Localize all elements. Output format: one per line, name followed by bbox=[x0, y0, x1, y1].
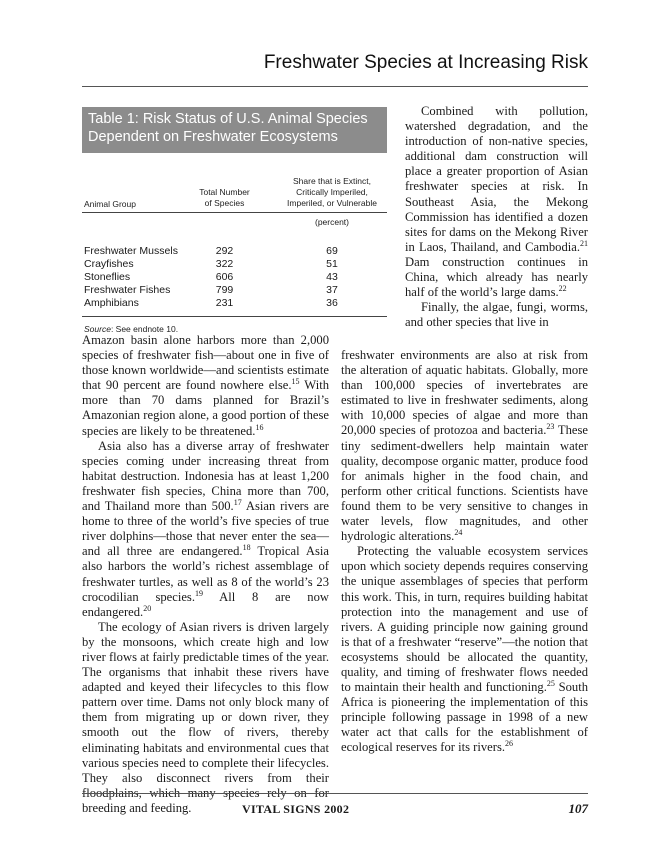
running-title: Freshwater Species at Increasing Risk bbox=[263, 52, 588, 73]
paragraph bbox=[341, 348, 588, 544]
text-run: All 8 are now endangered. bbox=[82, 589, 329, 619]
cell-animal-group: Freshwater Fishes bbox=[84, 284, 171, 296]
paragraph bbox=[82, 333, 329, 439]
cell-animal-group: Amphibians bbox=[84, 297, 139, 309]
cell-share: 43 bbox=[326, 271, 338, 283]
cell-share: 51 bbox=[326, 258, 338, 270]
unit-label: (percent) bbox=[314, 217, 349, 227]
text-run: Tropical Asia also harbors the world’s richest assemblage of freshwater turtles, as well as 8 of the world’s 23 crocodilian species. bbox=[82, 544, 329, 604]
endnote-ref[interactable]: 21 bbox=[580, 238, 588, 248]
body-column-right-bottom bbox=[341, 348, 588, 756]
text-run: These tiny sediment-dwellers help maintain water quality, decompose organic matter, produce food for animals higher in the food chain, and perform other critical functions. Scientists have found them to be very sensitive to changes in water levels, flow magnitudes, and other hydrologic alterations. bbox=[341, 423, 588, 544]
table-header bbox=[82, 161, 387, 213]
risk-status-table bbox=[82, 107, 387, 334]
cell-share: 37 bbox=[326, 284, 338, 296]
publication-name: VITAL SIGNS 2002 bbox=[242, 802, 350, 816]
footer-rule bbox=[82, 793, 588, 794]
source-text: : See endnote 10. bbox=[110, 324, 179, 334]
source-label: Source bbox=[84, 324, 111, 334]
cell-animal-group: Stoneflies bbox=[84, 271, 131, 283]
table-row bbox=[82, 297, 387, 310]
column-header-share-line-2: Critically Imperiled, bbox=[296, 187, 368, 197]
endnote-ref[interactable]: 20 bbox=[143, 603, 152, 613]
cell-total: 606 bbox=[215, 271, 234, 283]
cell-total: 231 bbox=[215, 297, 234, 309]
table-title bbox=[82, 107, 387, 153]
column-header-total-line-2: of Species bbox=[204, 198, 245, 208]
endnote-ref[interactable]: 22 bbox=[558, 283, 567, 293]
endnote-ref[interactable]: 26 bbox=[505, 739, 514, 749]
table-bottom-rule bbox=[82, 316, 387, 317]
endnote-ref[interactable]: 24 bbox=[454, 527, 463, 537]
text-run: Amazon basin alone harbors more than 2,000 species of freshwater fish—about one in five of those known worldwide—and scientists estimate that 90 percent are found nowhere else. bbox=[82, 333, 329, 393]
paragraph bbox=[405, 104, 588, 300]
cell-animal-group: Crayfishes bbox=[84, 258, 134, 270]
cell-total: 799 bbox=[215, 284, 234, 296]
page-number: 107 bbox=[568, 801, 588, 816]
column-header-share bbox=[277, 176, 387, 209]
cell-share: 69 bbox=[326, 245, 338, 257]
column-header-share-line-3: Imperiled, or Vulnerable bbox=[287, 198, 377, 208]
column-header-total bbox=[187, 187, 262, 209]
endnote-ref[interactable]: 16 bbox=[255, 422, 264, 432]
text-run: Combined with pollution, watershed degradation, and the introduction of non-native species, additional dam construction will place a greater proportion of Asian freshwater species at risk. In Southeast Asia, the Mekong Commission has identified a dozen sites for dams on the Mekong River in Laos, Thailand, and Cambodia. bbox=[405, 104, 588, 254]
header-rule bbox=[82, 86, 588, 87]
text-run: Asian rivers are home to three of the world’s five species of true river dolphins—those that never enter the sea—and all three are endangered. bbox=[82, 499, 329, 559]
text-run: South Africa is pioneering the implementation of this principle following passage in 1998 of a new water act that calls for the establishment of ecological reserves for its rivers. bbox=[341, 680, 588, 755]
text-run: With more than 70 dams planned for Brazil’s Amazonian region alone, a good portion of these species are likely to be threatened. bbox=[82, 378, 329, 438]
endnote-ref[interactable]: 19 bbox=[194, 588, 203, 598]
text-run: Asia also has a diverse array of freshwater species coming under increasing threat from habitat destruction. Indonesia has at least 1,200 freshwater fish species, China more than 700, and Thailand more than 500. bbox=[82, 438, 329, 514]
cell-total: 292 bbox=[215, 245, 234, 257]
text-run: Dam construction continues in China, which already has nearly half of the world’s large dams. bbox=[405, 254, 588, 300]
table-title-line-2: Dependent on Freshwater Ecosystems bbox=[88, 129, 338, 145]
paragraph bbox=[405, 300, 588, 330]
endnote-ref[interactable]: 15 bbox=[291, 377, 300, 387]
body-column-right-top bbox=[405, 104, 588, 330]
column-header-animal-group: Animal Group bbox=[84, 199, 136, 209]
table-row bbox=[82, 271, 387, 284]
body-column-left bbox=[82, 333, 329, 816]
column-header-total-line-1: Total Number bbox=[199, 187, 250, 197]
table-body bbox=[82, 245, 387, 310]
paragraph bbox=[82, 439, 329, 620]
table-row bbox=[82, 258, 387, 271]
cell-animal-group: Freshwater Mussels bbox=[84, 245, 178, 257]
column-header-share-line-1: Share that is Extinct, bbox=[293, 176, 371, 186]
endnote-ref[interactable]: 17 bbox=[233, 497, 242, 507]
table-row bbox=[82, 284, 387, 297]
text-run: The ecology of Asian rivers is driven largely by the monsoons, which create high and low river flows at fairly predictable times of the year. The organisms that inhabit these rivers have adapted and keyed their lifecycles to this flow pattern over time. Dams not only block many of them from migrating up or down river, they smooth out the flow of rivers, thereby eliminating habitats and environmental cues that various species need to complete their lifecycles. They also disconnect rivers from their floodplains, which many species rely on for breeding and feeding. bbox=[82, 619, 329, 815]
endnote-ref[interactable]: 25 bbox=[546, 678, 555, 688]
table-row bbox=[82, 245, 387, 258]
table-title-line-1: Table 1: Risk Status of U.S. Animal Species bbox=[88, 111, 368, 127]
text-run: freshwater environments are also at risk from the alteration of aquatic habitats. Globally, more than 100,000 species of invertebrates are estimated to live in freshwater sediments, along with 10,000 species of algae and more than 20,000 species of protozoa and bacteria. bbox=[341, 348, 588, 438]
cell-total: 322 bbox=[215, 258, 234, 270]
cell-share: 36 bbox=[326, 297, 338, 309]
text-run: Finally, the algae, fungi, worms, and other species that live in bbox=[405, 300, 588, 330]
paragraph bbox=[341, 544, 588, 755]
endnote-ref[interactable]: 18 bbox=[242, 543, 251, 553]
paragraph bbox=[82, 620, 329, 816]
text-run: Protecting the valuable ecosystem services upon which society depends requires conserving the unique assemblages of species that perform this work. This, in turn, requires building habitat protection into the management and use of rivers. A guiding principle now gaining ground is that of a freshwater “reserve”—the notion that ecosystems should be allocated the quantity, quality, and timing of freshwater flows needed to maintain their health and functioning. bbox=[341, 544, 588, 695]
unit-row bbox=[82, 213, 387, 233]
endnote-ref[interactable]: 23 bbox=[546, 422, 555, 432]
